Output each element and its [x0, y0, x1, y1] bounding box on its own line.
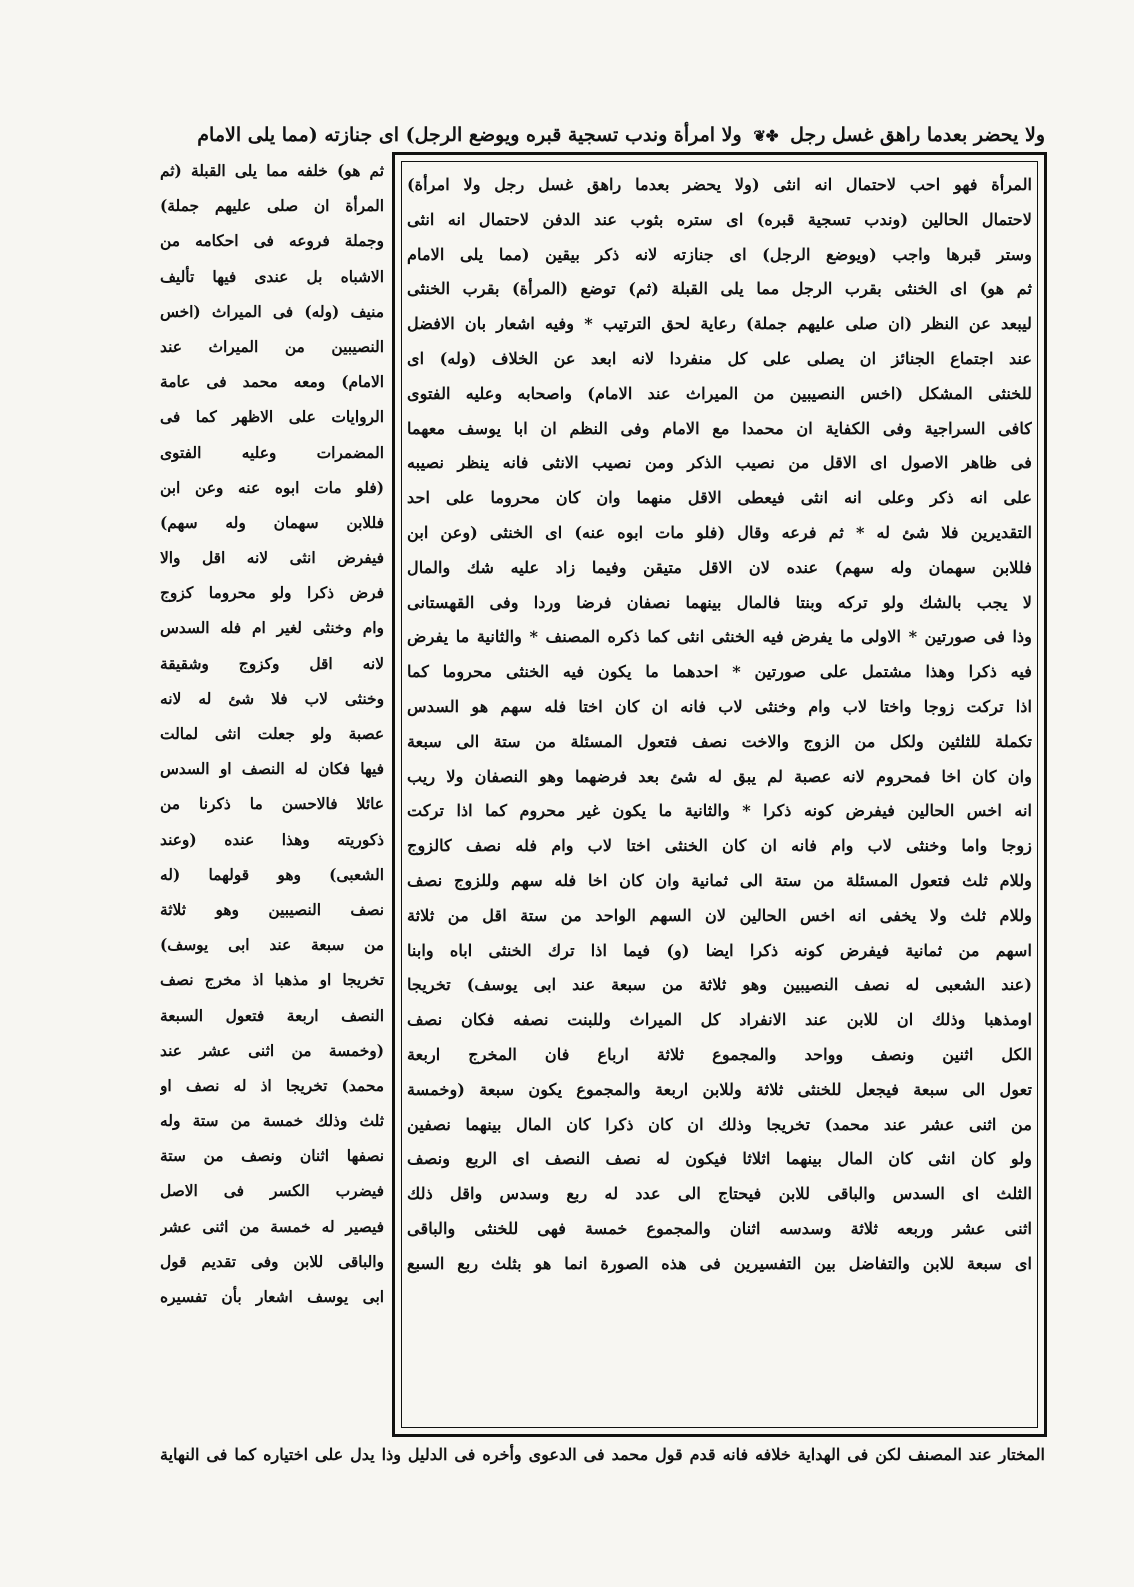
main-line: كافى السراجية وفى الكفاية ان محمدا مع الامام وفى النظم ان ابا يوسف معهما [407, 418, 1032, 438]
side-line: الاشباه بل عندى فيها تأليف [160, 267, 384, 286]
side-line: فيضرب الكسر فى الاصل [160, 1182, 384, 1201]
side-line: نصف النصيبين وهو ثلاثة [160, 900, 384, 919]
side-line: المرأة ان صلى عليهم جملة) [160, 197, 384, 216]
main-line: (عند الشعبى له نصف النصيبين وهو ثلاثة من سبعة عند ابى يوسف) تخريجا [407, 975, 1032, 995]
main-line: الكل اثنين ونصف وواحد والمجموع ثلاثة ارباع فان المخرج اربعة [407, 1044, 1032, 1064]
main-line: زوجا واما وخنثى لاب وام فانه ان كان الخنثى اختا لاب وام فله نصف كالزوج [407, 836, 1032, 856]
side-line: (وخمسة من اثنى عشر عند [160, 1041, 384, 1060]
main-line: لاحتمال الحالين (وندب تسجية قبره) اى ستره بثوب عند الدفن لاحتمال انه انثى [407, 209, 1032, 229]
side-line: من سبعة عند ابى يوسف) [160, 936, 384, 955]
main-line: اسهم من ثمانية فيفرض كونه ذكرا ايضا (و) فيما اذا ترك الخنثى اباه وابنا [407, 940, 1032, 960]
main-line: ليبعد عن النظر (ان صلى عليهم جملة) رعاية لحق الترتيب * وفيه اشعار بان الافضل [407, 314, 1032, 334]
header-left-text: ولا يحضر بعدما راهق غسل رجل [790, 124, 1045, 146]
side-line: عصبة ولو جعلت انثى لمالت [160, 725, 384, 743]
side-line: ذكوريته وهذا عنده (وعند [160, 830, 384, 849]
main-line: المرأة فهو احب لاحتمال انه انثى (ولا يحضر بعدما راهق غسل رجل ولا امرأة) [407, 175, 1032, 194]
margin-commentary-column [160, 154, 384, 1439]
side-line: الشعبى) وهو قولهما (له [160, 865, 384, 884]
side-line: الامام) ومعه محمد فى عامة [160, 373, 384, 392]
main-line: للخنثى المشكل (اخس النصيبين من الميراث عند الامام) واصحابه وعليه الفتوى [407, 383, 1032, 403]
side-line: ابى يوسف اشعار بأن تفسيره [160, 1288, 384, 1306]
side-line: فيها فكان له النصف او السدس [160, 760, 384, 779]
main-line: تعول الى سبعة فيجعل للخنثى ثلاثة وللابن اربعة والمجموع يكون سبعة (وخمسة [407, 1079, 1032, 1099]
side-line: نصفها اثنان ونصف من ستة [160, 1147, 384, 1166]
side-line: وجملة فروعه فى احكامه من [160, 232, 384, 251]
side-line: والباقى للابن وفى تقديم قول [160, 1252, 384, 1271]
main-line: وللام ثلث فتعول المسئلة من ستة الى ثمانية وان كان اخا فله سهم وللزوج نصف [407, 870, 1032, 890]
main-text-column [407, 168, 1032, 1430]
side-line: فيصير له خمسة من اثنى عشر [160, 1217, 384, 1236]
main-line: اومذهبا وذلك ان للابن عند الانفراد كل الميراث وللبنت نصفه فكان نصف [407, 1010, 1032, 1030]
side-line: (فلو مات ابوه عنه وعن ابن [160, 478, 384, 497]
side-line: وام وخنثى لغير ام فله السدس [160, 619, 384, 638]
main-line: لا يجب بالشك ولو تركه وبنتا فالمال بينهما نصفان فرضا وردا وفى القهستانى [407, 592, 1032, 612]
main-line: الثلث اى السدس والباقى للابن فيحتاج الى عدد له ربع وسدس واقل ذلك [407, 1184, 1032, 1204]
main-line: من اثنى عشر عند محمد) تخريجا وذلك ان كان ذكرا كان المال بينهما نصفين [407, 1114, 1032, 1134]
header-ornament-icon: ✤❦ [753, 127, 779, 145]
main-line: اذا تركت زوجا واختا لاب وام وخنثى لاب فانه ان كان اختا فله سهم هو السدس [407, 696, 1032, 716]
side-line: فللابن سهمان وله سهم) [160, 513, 384, 532]
main-line: عند اجتماع الجنائز ان يصلى على كل منفردا لانه ابعد عن الخلاف (وله) اى [407, 348, 1032, 368]
main-line: وللام ثلث ولا يخفى انه اخس الحالين لان السهم الواحد من ستة اقل من ثلاثة [407, 905, 1032, 925]
main-line: التقديرين فلا شئ له * ثم فرعه وقال (فلو مات ابوه عنه) اى الخنثى (وعن ابن [407, 522, 1032, 542]
main-line: فللابن سهمان وله سهم) عنده لان الاقل متيقن وفيما زاد عليه شك والمال [407, 557, 1032, 577]
main-line: فيه ذكرا وهذا مشتمل على صورتين * احدهما ما يكون فيه الخنثى محروما كما [407, 662, 1032, 682]
side-line: النصف اربعة فتعول السبعة [160, 1006, 384, 1025]
side-line: محمد) تخريجا اذ له نصف او [160, 1076, 384, 1095]
main-line: ولو كان انثى كان المال بينهما اثلاثا فيكون له نصف النصف اى الربع ونصف [407, 1149, 1032, 1169]
main-line: انه اخس الحالين فيفرض كونه ذكرا * والثانية ما يكون غير محروم كما اذا تركت [407, 801, 1032, 821]
main-line: وذا فى صورتين * الاولى ما يفرض فيه الخنثى انثى كما ذكره المصنف * والثانية ما يفرض [407, 627, 1032, 647]
main-line: اى سبعة للابن والتفاضل بين التفسيرين فى هذه الصورة انما هو بثلث ربع السبع [407, 1253, 1032, 1273]
side-line: عائلا فالاحسن ما ذكرنا من [160, 795, 384, 814]
main-line: وستر قبرها واجب (ويوضع الرجل) اى جنازته لانه ذكر بيقين (مما يلى الامام [407, 244, 1032, 264]
page-header [165, 118, 1045, 152]
side-line: الروايات على الاظهر كما فى [160, 408, 384, 427]
side-line: المضمرات وعليه الفتوى [160, 443, 384, 462]
main-line: اثنى عشر وربعه ثلاثة وسدسه اثنان والمجموع خمسة فهى للخنثى والباقى [407, 1218, 1032, 1238]
side-line: لانه اقل وكزوج وشقيقة [160, 654, 384, 673]
side-line: تخريجا او مذهبا اذ مخرج نصف [160, 971, 384, 990]
main-line: تكملة للثلثين ولكل من الزوج والاخت نصف فتعول المسئلة من ستة الى سبعة [407, 731, 1032, 751]
side-line: ثم هو) خلفه مما يلى القبلة (ثم [160, 162, 384, 180]
side-line: النصيبين من الميراث عند [160, 337, 384, 356]
header-right-text: ولا امرأة وندب تسجية قبره ويوضع الرجل) اى جنازته (مما يلى الامام [197, 124, 742, 146]
page-footer-text: المختار عند المصنف لكن فى الهداية خلافه فانه قدم قول محمد فى الدعوى وأخره فى الدليل وذا يدل على اختياره كما فى النهاية [160, 1445, 1045, 1464]
side-line: ثلث وذلك خمسة من ستة وله [160, 1112, 384, 1131]
main-line: ثم هو) اى الخنثى بقرب الرجل مما يلى القبلة (ثم) توضع (المرأة) بقرب الخنثى [407, 279, 1032, 299]
main-line: فى ظاهر الاصول اى الاقل من نصيب الذكر ومن نصيب الانثى فانه ينظر نصيبه [407, 453, 1032, 473]
main-line: وان كان اخا فمحروم لانه عصبة لم يبق له شئ بعد فرضهما وهو النصفان ولا ريب [407, 766, 1032, 786]
side-line: فيفرض انثى لانه اقل والا [160, 549, 384, 568]
main-line: على انه ذكر وعلى انه انثى فيعطى الاقل منهما وان كان محروما على احد [407, 488, 1032, 508]
side-line: فرض ذكرا ولو محروما كزوج [160, 584, 384, 603]
side-line: منيف (وله) فى الميراث (اخس [160, 302, 384, 321]
side-line: وخنثى لاب فلا شئ له لانه [160, 689, 384, 708]
